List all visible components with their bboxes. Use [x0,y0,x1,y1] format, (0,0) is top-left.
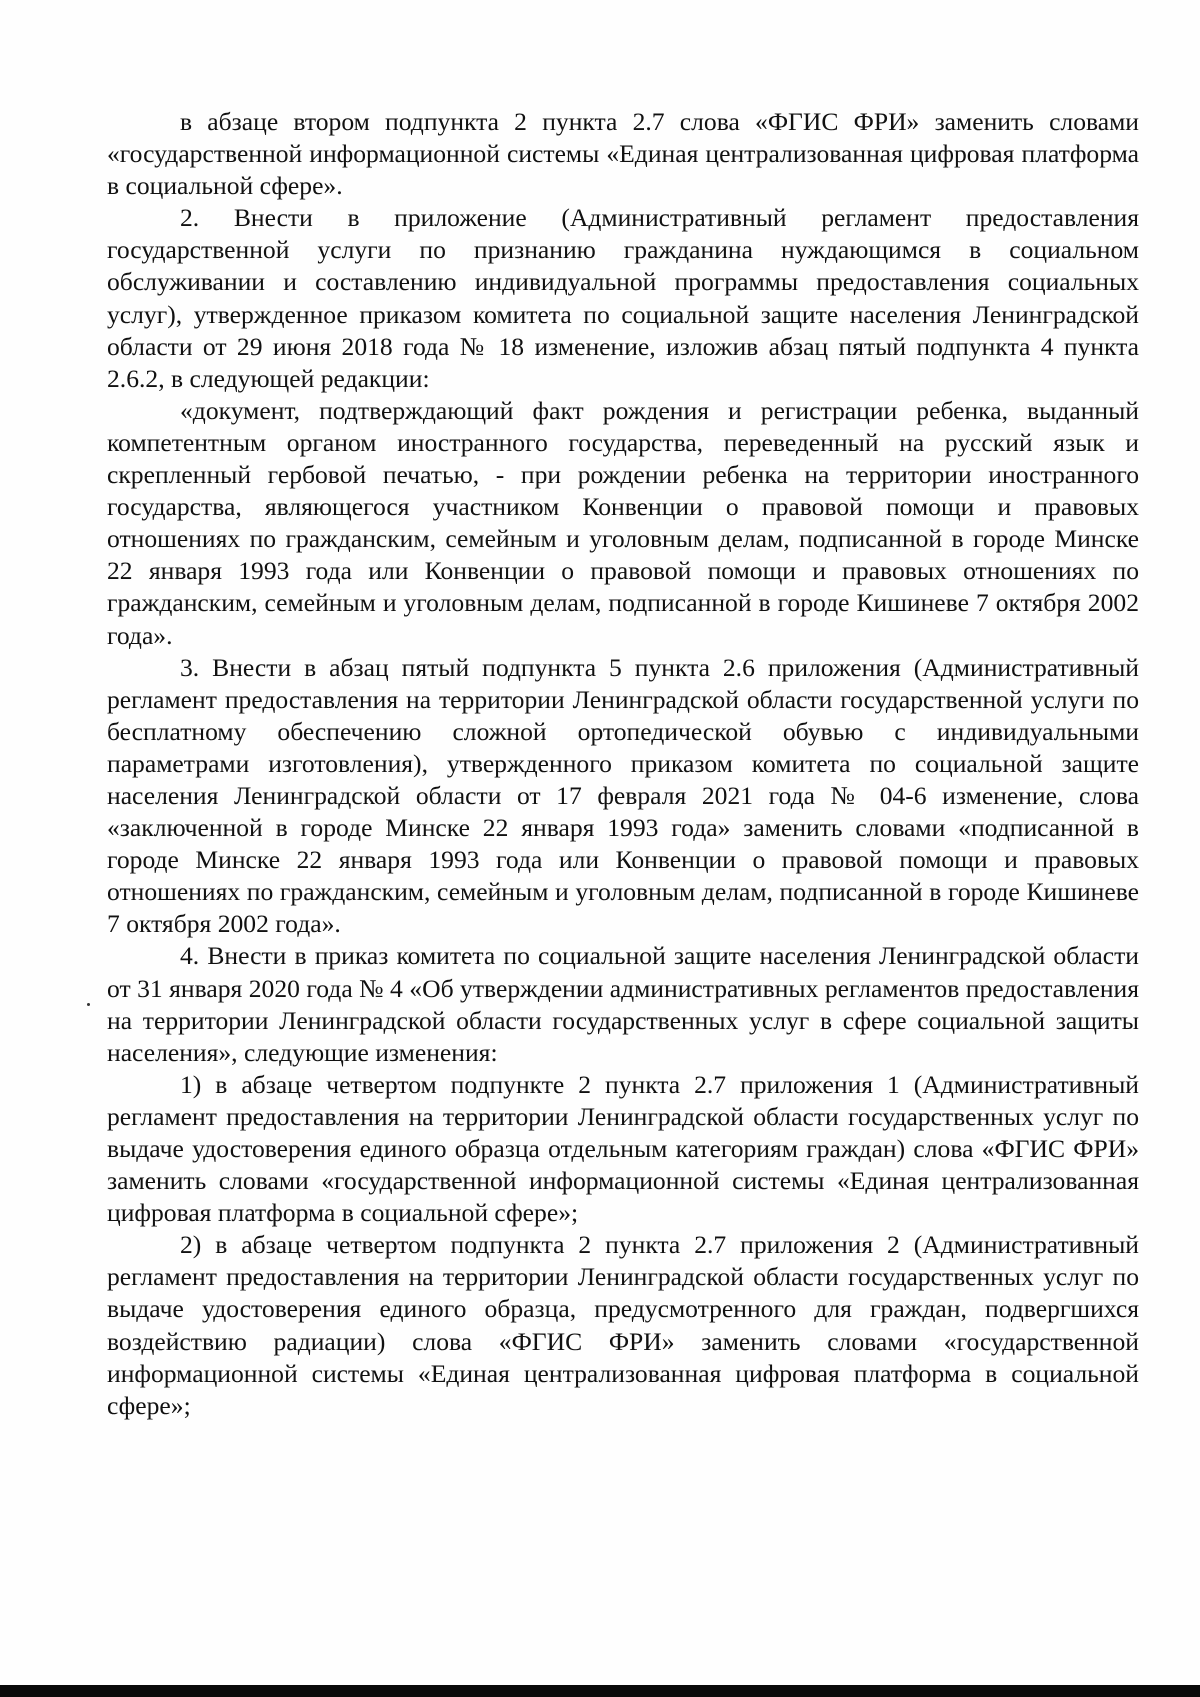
paragraph-5: 4. Внести в приказ комитета по социальной защите населения Ленинградской области от 31 января 2020 года № 4 «Об утверждении административных регламентов предоставления на территории Ленинградской области государственных услуг в сфере социальной защиты населения», следующие изменения: [107,941,1139,1067]
paragraph-3: «документ, подтверждающий факт рождения и регистрации ребенка, выданный компетентным органом иностранного государства, переведенный на русский язык и скрепленный гербовой печатью, - при рождении ребенка на территории иностранного государства, являющегося участником Конвенции о правовой помощи и правовых отношениях по гражданским, семейным и уголовным делам, подписанной в городе Минске 22 января 1993 года или Конвенции о правовой помощи и правовых отношениях по гражданским, семейным и уголовным делам, подписанной в городе Кишиневе 7 октября 2002 года». [107,395,1139,650]
paragraph-6: 1) в абзаце четвертом подпункте 2 пункта 2.7 приложения 1 (Административный регламент предоставления на территории Ленинградской области государственных услуг по выдаче удостоверения единого образца отдельным категориям граждан) слова «ФГИС ФРИ» заменить словами «государственной информационной системы «Единая централизованная цифровая платформа в социальной сфере»; [107,1069,1139,1228]
document-body [107,106,1139,1422]
scan-edge-bar [0,1685,1200,1697]
paragraph-2: 2. Внести в приложение (Административный регламент предоставления государственной услуги по признанию гражданина нуждающимся в социальном обслуживании и составлению индивидуальной программы предоставления социальных услуг), утвержденное приказом комитета по социальной защите населения Ленинградской области от 29 июня 2018 года № 18 изменение, изложив абзац пятый подпункта 4 пункта 2.6.2, в следующей редакции: [107,203,1139,393]
scan-speck [87,1003,90,1006]
paragraph-7: 2) в абзаце четвертом подпункта 2 пункта 2.7 приложения 2 (Административный регламент предоставления на территории Ленинградской области государственных услуг по выдаче удостоверения единого образца, предусмотренного для граждан, подвергшихся воздействию радиации) слова «ФГИС ФРИ» заменить словами «государственной информационной системы «Единая централизованная цифровая платформа в социальной сфере»; [107,1230,1139,1420]
paragraph-1: в абзаце втором подпункта 2 пункта 2.7 слова «ФГИС ФРИ» заменить словами «государственной информационной системы «Единая централизованная цифровая платформа в социальной сфере». [107,107,1139,201]
paragraph-4: 3. Внести в абзац пятый подпункта 5 пункта 2.6 приложения (Административный регламент предоставления на территории Ленинградской области государственной услуги по бесплатному обеспечению сложной ортопедической обувью с индивидуальными параметрами изготовления), утвержденного приказом комитета по социальной защите населения Ленинградской области от 17 февраля 2021 года № 04-6 изменение, слова «заключенной в городе Минске 22 января 1993 года» заменить словами «подписанной в городе Минске 22 января 1993 года или Конвенции о правовой помощи и правовых отношениях по гражданским, семейным и уголовным делам, подписанной в городе Кишиневе 7 октября 2002 года». [107,652,1139,939]
